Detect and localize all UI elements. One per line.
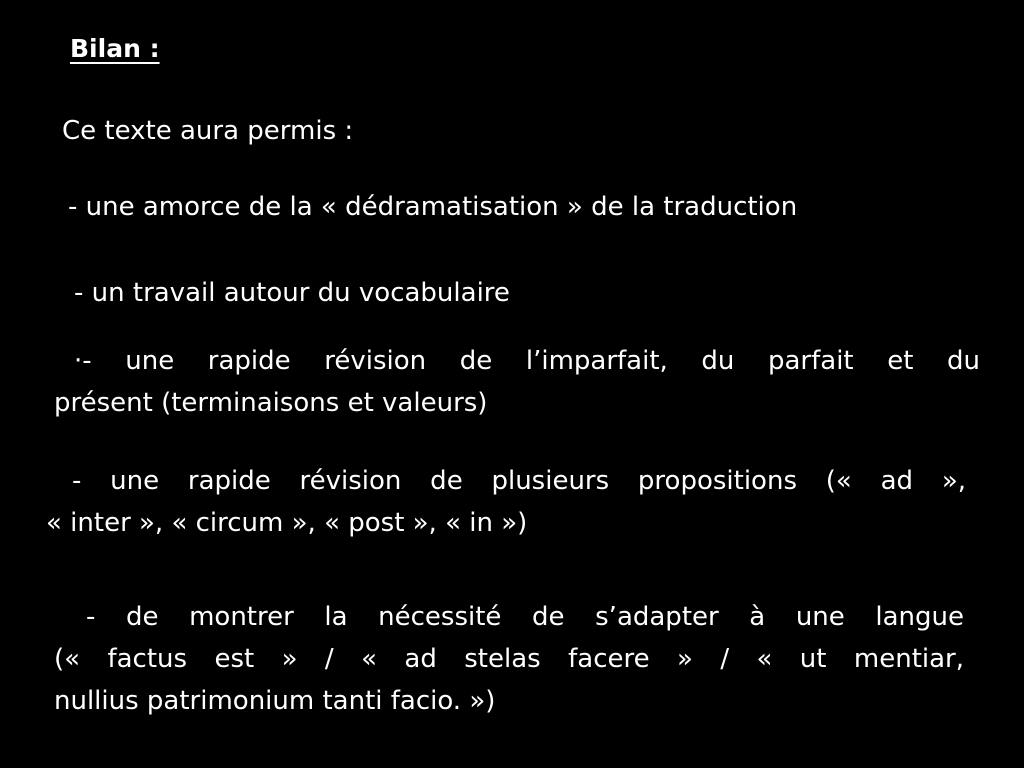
- bullet-item-5-line-2: (« factus est » / « ad stelas facere » / « ut mentiar,: [54, 644, 964, 674]
- bullet-item-5: [54, 596, 964, 722]
- bullet-item-4-line-2: « inter », « circum », « post », « in »): [46, 508, 528, 538]
- bullet-item-5-line-3: nullius patrimonium tanti facio. »): [54, 686, 496, 716]
- bullet-item-4: [46, 460, 966, 544]
- bullet-item-4-line-1: - une rapide révision de plusieurs propositions (« ad »,: [72, 466, 966, 496]
- bullet-item-1: - une amorce de la « dédramatisation » de la traduction: [68, 192, 798, 222]
- bullet-item-3: [54, 340, 980, 424]
- bullet-item-2: - un travail autour du vocabulaire: [74, 278, 510, 308]
- bullet-item-5-line-1: - de montrer la nécessité de s’adapter à une langue: [86, 602, 964, 632]
- intro-text: Ce texte aura permis :: [62, 116, 354, 146]
- bullet-item-3-line-2: présent (terminaisons et valeurs): [54, 388, 488, 418]
- bullet-item-3-line-1: ·- une rapide révision de l’imparfait, du parfait et du: [74, 346, 980, 376]
- slide-title: Bilan :: [70, 34, 160, 63]
